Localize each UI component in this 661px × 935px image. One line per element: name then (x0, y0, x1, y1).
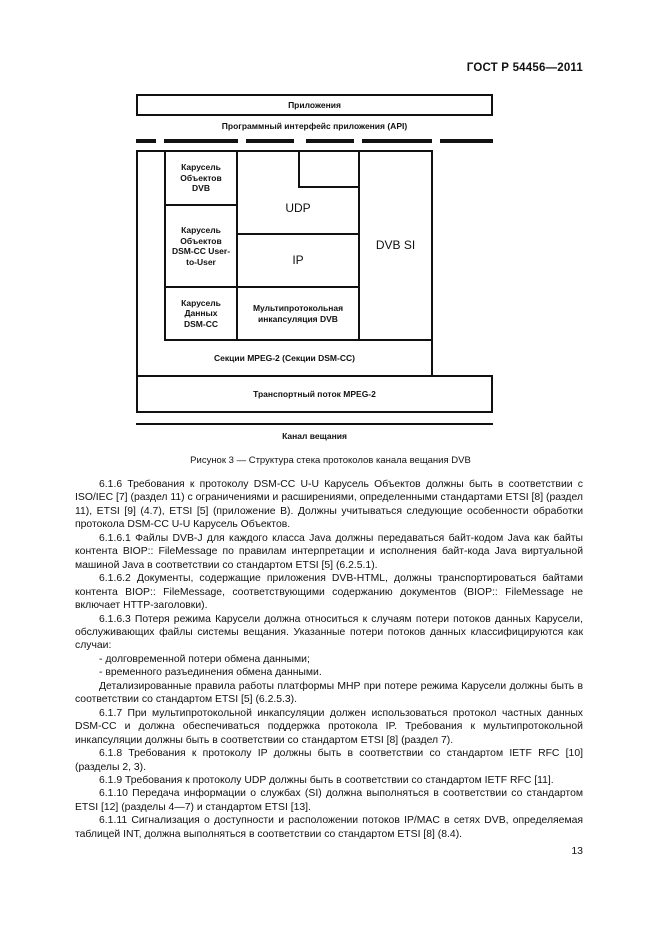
api-bar-5 (362, 139, 432, 143)
udp-label: UDP (285, 200, 311, 215)
figure-caption: Рисунок 3 — Структура стека протоколов канала вещания DVB (190, 455, 471, 466)
udp-top-notch (298, 150, 360, 188)
paragraph-6-1-7: 6.1.7 При мультипротокольной инкапсуляции должен использоваться протокол частных данных DSM-CC и должна обеспечиваться поддержка протокола IP. Требования к мультипротокольной инкапсуляции должны быть в соответствии со стандартом ETSI [8] (раздел 7). (75, 707, 583, 746)
paragraph-6-1-6-3: 6.1.6.3 Потеря режима Карусели должна относиться к случаям потери потоков данных Карусели, обслуживающих файлы системы вещания. Указанные потери потоков данных классифицируются как случаи: (75, 613, 583, 652)
paragraph-detailed-rules: Детализированные правила работы платформы МНР при потере режима Карусели должны быть в соответствии со стандартом ETSI [5] (6.2.5.3). (75, 680, 583, 706)
list-item-long-term-loss: - долговременной потери обмена данными; (99, 653, 310, 665)
api-bar-1 (136, 139, 156, 143)
dsmcc-user-to-user-label: Карусель Объектов DSM-CC User-to-User (171, 225, 231, 267)
paragraph-6-1-11: 6.1.11 Сигнализация о доступности и расположении потоков IP/MAC в сетях DVB, определяемая таблицей INT, должна выполняться в соответствии со стандартом ETSI [8] (8.4). (75, 815, 583, 840)
broadcast-channel-label: Канал вещания (282, 430, 347, 441)
object-carousel-label: Карусель Объектов DVB (180, 162, 222, 194)
paragraph-6-1-6-1: 6.1.6.1 Файлы DVB-J для каждого класса Java должны передаваться байт-кодом Java как байты контента BIOP:: FileMessage по правилам интерпретации и исполнения байт-кода Java виртуальной машиной Java в соответствии со стандартом ETSI [5] (6.2.5.1). (75, 532, 583, 571)
body-text (75, 478, 583, 841)
api-bar-3 (246, 139, 294, 143)
ip-label: IP (292, 253, 304, 268)
paragraph-6-1-6-2: 6.1.6.2 Документы, содержащие приложения DVB-HTML, должны транспортироваться байтами контента BIOP:: FileMessage, соответствующими содержанию документов (BIOP:: FileMessage не включает HTTP-заголовки). (75, 573, 583, 612)
dvb-si-label: DVB SI (375, 238, 416, 253)
transport-stream-label: Транспортный поток MPEG-2 (253, 388, 376, 399)
list-item-temporary-disconnect: - временного разъединения обмена данными. (99, 667, 322, 679)
api-label: Программный интерфейс приложения (API) (221, 120, 408, 131)
api-bar-4 (306, 139, 354, 143)
paragraph-6-1-8: 6.1.8 Требования к протоколу IP должны быть в соответствии со стандартом IETF RFC [10] (разделы 2, 3). (75, 748, 583, 773)
paragraph-6-1-10: 6.1.10 Передача информации о службах (SI) должна выполняться в соответствии со стандартом ETSI [12] (разделы 4—7) и стандартом ETSI [13]. (75, 788, 583, 813)
api-bar-6 (440, 139, 493, 143)
api-bar-2 (164, 139, 238, 143)
broadcast-channel-line (136, 423, 493, 425)
multiprotocol-label: Мультипротокольная инкапсуляция DVB (252, 303, 344, 324)
paragraph-6-1-9: 6.1.9 Требования к протоколу UDP должны быть в соответствии со стандартом IETF RFC [11]. (99, 774, 554, 786)
mpeg2-sections-label: Секции MPEG-2 (Секции DSM-CC) (214, 352, 355, 363)
applications-label: Приложения (288, 99, 341, 110)
paragraph-6-1-6: 6.1.6 Требования к протоколу DSM-CC U-U Карусель Объектов должны быть в соответствии с ISO/IEC [7] (раздел 11) с ограничениями и расширениями, определенными стандартами ETSI [8] (раздел 11), ETSI [9] (4.7), ETSI [5] (приложение В). Должны учитываться следующие особенности обработки протокола DSM-CC U-U Карусель Объектов. (75, 479, 583, 531)
document-id: ГОСТ Р 54456—2011 (466, 62, 583, 74)
data-carousel-label: Карусель Данных DSM-CC (181, 297, 221, 329)
page-number: 13 (571, 845, 583, 857)
